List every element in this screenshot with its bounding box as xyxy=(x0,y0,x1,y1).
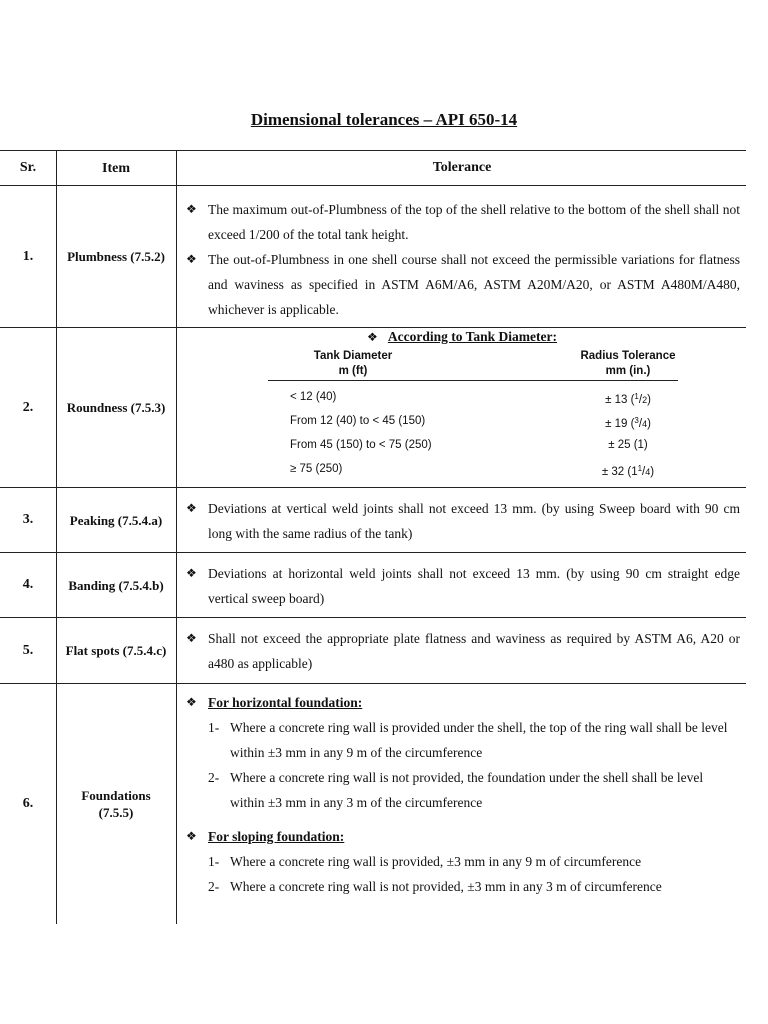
table-row xyxy=(0,488,746,553)
table-row xyxy=(0,328,746,488)
header-sr: Sr. xyxy=(0,151,57,185)
table-row xyxy=(0,553,746,618)
row-item: Banding (7.5.4.b) xyxy=(56,553,177,617)
row-item: Roundness (7.5.3) xyxy=(56,328,177,487)
list-item: 1- Where a concrete ring wall is provided under the shell, the top of the ring wall shall be level within ±3 mm in any 9 m of the circumference xyxy=(208,720,728,760)
section-heading: ❖ For horizontal foundation: xyxy=(178,690,746,715)
bullet-item: ❖ The maximum out-of-Plumbness of the top of the shell relative to the bottom of the shell shall not exceed 1/200 of the total tank height. xyxy=(178,197,746,247)
tolerance-table xyxy=(0,150,746,924)
diamond-bullet-icon: ❖ xyxy=(186,202,197,216)
bullet-item: ❖ Deviations at horizontal weld joints shall not exceed 13 mm. (by using 90 cm straight edge vertical sweep board) xyxy=(178,561,746,611)
header-tolerance: Tolerance xyxy=(432,160,492,175)
row-sr: 6. xyxy=(0,684,57,924)
diamond-bullet-icon: ❖ xyxy=(186,631,197,645)
table-row: < 12 (40) ± 13 ($^1$/2) xyxy=(290,391,651,406)
row-item: Peaking (7.5.4.a) xyxy=(56,488,177,552)
table-row xyxy=(0,186,746,328)
bullet-item: ❖ The out-of-Plumbness in one shell course shall not exceed the permissible variations for flatness and waviness as specified in ASTM A6M/A6, ASTM A20M/A20, or ASTM A480M/A480, whichever is applicable. xyxy=(178,247,746,322)
list-item: 2- Where a concrete ring wall is not provided, the foundation under the shell shall be level within ±3 mm in any 3 m of the circumference xyxy=(208,770,704,810)
section-heading: ❖ For sloping foundation: xyxy=(178,824,746,849)
row-sr: 3. xyxy=(0,488,57,552)
roundness-heading: According to Tank Diameter: xyxy=(387,329,557,344)
bullet-item: ❖ Shall not exceed the appropriate plate flatness and waviness as required by ASTM A6, A20 or a480 as applicable) xyxy=(178,626,746,676)
header-item: Item xyxy=(56,151,177,185)
table-row: From 45 (150) to < 75 (250) ± 25 (1) xyxy=(290,439,648,451)
row-sr: 1. xyxy=(0,186,57,327)
table-row: ≥ 75 (250) ± 32 $(1^1/4)$ xyxy=(290,463,655,478)
diamond-bullet-icon: ❖ xyxy=(186,566,197,580)
diamond-bullet-icon: ❖ xyxy=(186,501,197,515)
row-item: Plumbness (7.5.2) xyxy=(56,186,177,327)
diamond-bullet-icon: ❖ xyxy=(366,330,378,344)
radius-tolerance-table: Tank Diameter m (ft) Radius Tolerance mm (in.) < 12 (40) ± 13 ($^1$/2) From 12 (40) to < 45 (150) ± 19 ($^3$/4) From 45 (150) to < 75 (250) ± 25 (1) ≥ 75 (250) ± 32 $(1^1/4)$ xyxy=(268,346,678,481)
list-item: 2- Where a concrete ring wall is not provided, ±3 mm in any 3 m of circumference xyxy=(208,879,662,894)
row-item: Foundations (7.5.5) xyxy=(56,684,177,924)
row-sr: 2. xyxy=(0,328,57,487)
diamond-bullet-icon: ❖ xyxy=(186,695,197,709)
page-title: Dimensional tolerances – API 650-14 xyxy=(250,110,518,129)
diamond-bullet-icon: ❖ xyxy=(186,252,197,266)
diamond-bullet-icon: ❖ xyxy=(186,829,197,843)
table-row xyxy=(0,618,746,684)
table-header-row xyxy=(0,151,746,186)
row-sr: 4. xyxy=(0,553,57,617)
row-item: Flat spots (7.5.4.c) xyxy=(56,618,177,683)
row-sr: 5. xyxy=(0,618,57,683)
list-item: 1- Where a concrete ring wall is provided, ±3 mm in any 9 m of circumference xyxy=(208,854,642,869)
table-row: From 12 (40) to < 45 (150) ± 19 ($^3$/4) xyxy=(290,415,651,430)
table-row xyxy=(0,684,746,924)
bullet-item: ❖ Deviations at vertical weld joints shall not exceed 13 mm. (by using Sweep board with 90 cm long with the same radius of the tank) xyxy=(178,496,746,546)
